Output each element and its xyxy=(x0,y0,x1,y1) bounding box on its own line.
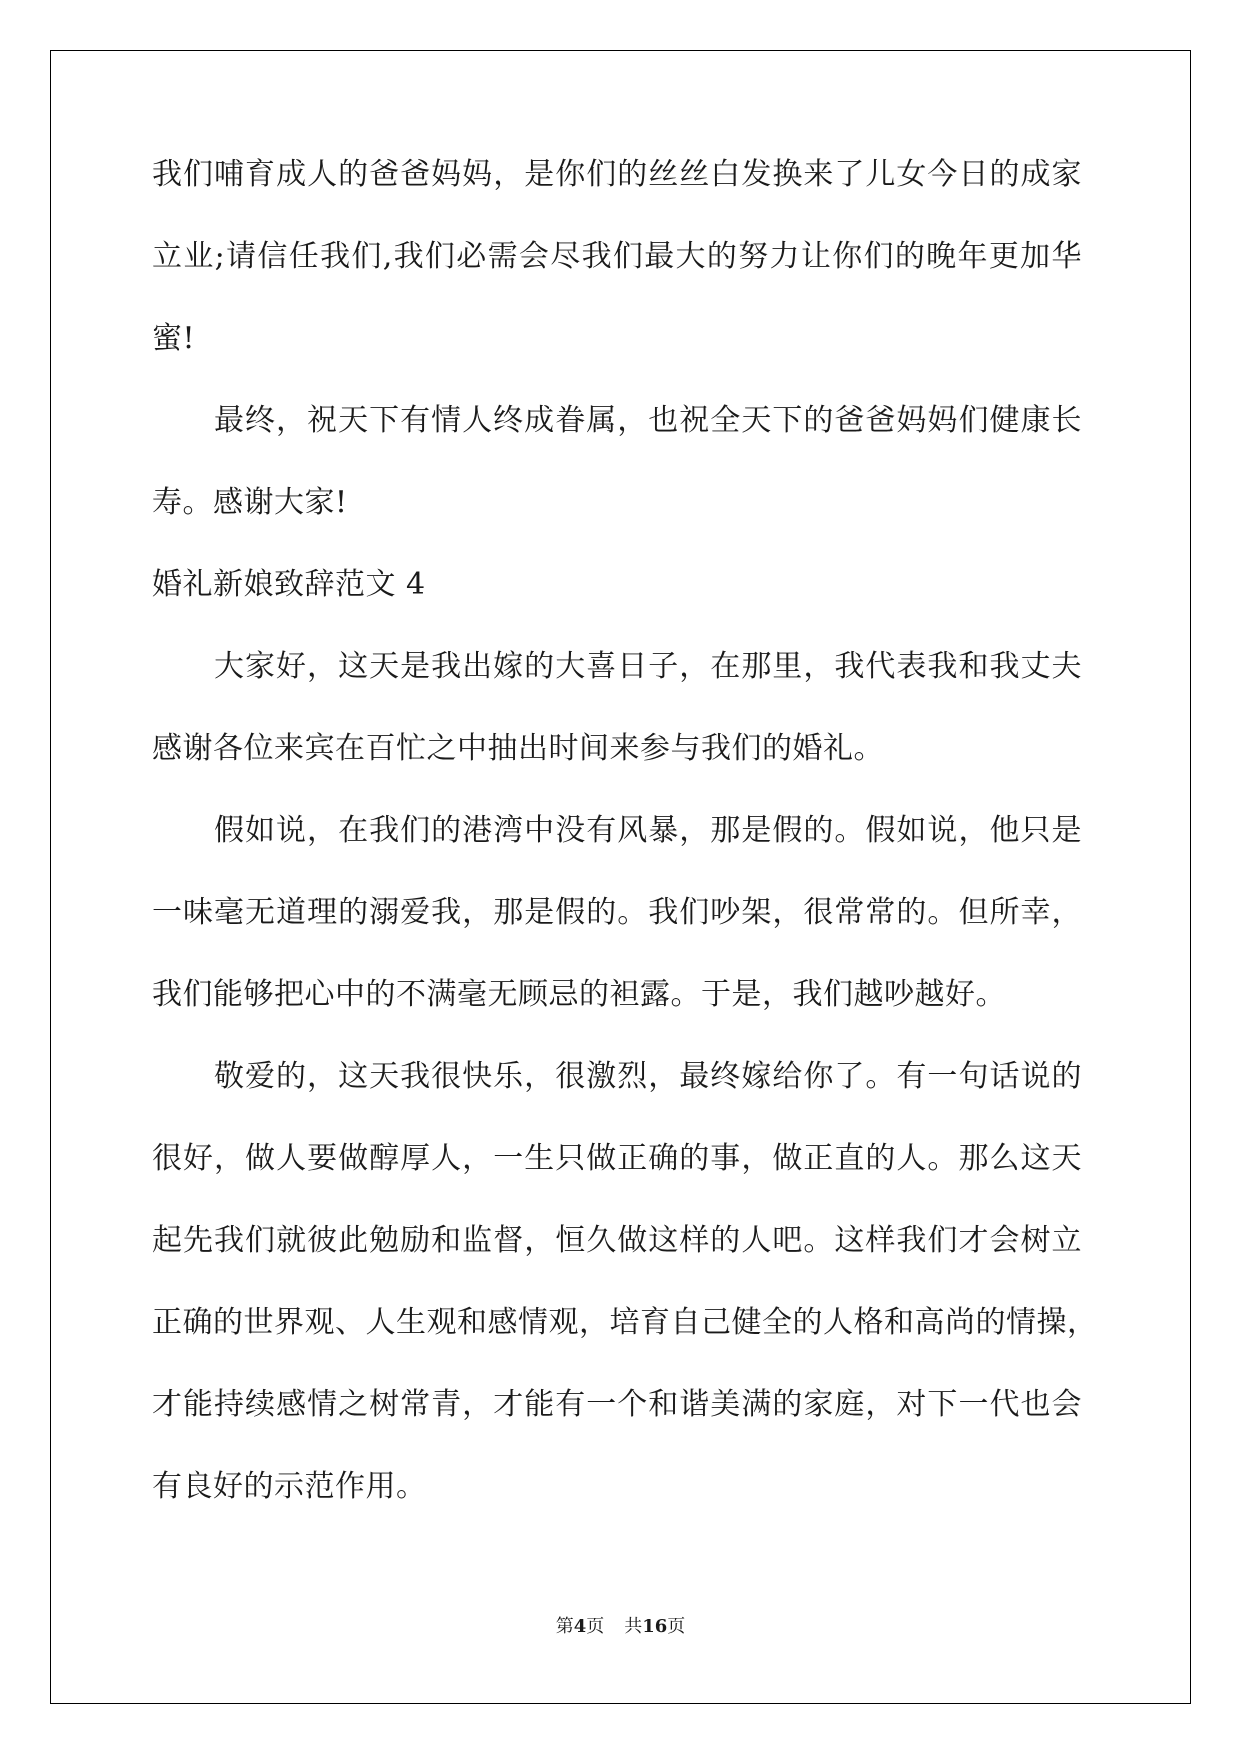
text-line: 我们哺育成人的爸爸妈妈，是你们的丝丝白发换来了儿女今日的成家 xyxy=(152,157,1082,192)
text-line: 寿。感谢大家! xyxy=(152,485,348,520)
section-heading: 婚礼新娘致辞范文 4 xyxy=(152,567,426,602)
text-line: 才能持续感情之树常青，才能有一个和谐美满的家庭，对下一代也会 xyxy=(152,1387,1082,1422)
footer-total-prefix: 共 xyxy=(624,1616,643,1637)
page-footer xyxy=(0,1617,1241,1637)
footer-total-suffix: 页 xyxy=(667,1616,686,1637)
text-line: 有良好的示范作用。 xyxy=(152,1469,427,1504)
text-line: 感谢各位来宾在百忙之中抽出时间来参与我们的婚礼。 xyxy=(152,731,884,766)
paragraph-first-line: 大家好，这天是我出嫁的大喜日子，在那里，我代表我和我丈夫 xyxy=(214,649,1082,684)
text-line: 立业;请信任我们,我们必需会尽我们最大的努力让你们的晚年更加华 xyxy=(152,239,1082,274)
text-line: 我们能够把心中的不满毫无顾忌的袒露。于是，我们越吵越好。 xyxy=(152,977,1006,1012)
paragraph-first-line: 最终，祝天下有情人终成眷属，也祝全天下的爸爸妈妈们健康长 xyxy=(214,403,1082,438)
page-number: 4 xyxy=(573,1616,587,1637)
document-body xyxy=(152,157,1098,1504)
total-pages: 16 xyxy=(642,1616,668,1637)
text-line: 正确的世界观、人生观和感情观，培育自己健全的人格和高尚的情操， xyxy=(152,1305,1098,1340)
text-line: 起先我们就彼此勉励和监督，恒久做这样的人吧。这样我们才会树立 xyxy=(152,1223,1082,1258)
text-line: 蜜! xyxy=(152,321,196,356)
paragraph-first-line: 假如说，在我们的港湾中没有风暴，那是假的。假如说，他只是 xyxy=(214,813,1082,848)
paragraph-first-line: 敬爱的，这天我很快乐，很激烈，最终嫁给你了。有一句话说的 xyxy=(214,1059,1082,1094)
text-line: 一味毫无道理的溺爱我，那是假的。我们吵架，很常常的。但所幸， xyxy=(152,895,1082,930)
text-line: 很好，做人要做醇厚人，一生只做正确的事，做正直的人。那么这天 xyxy=(152,1141,1082,1176)
footer-page-suffix: 页 xyxy=(586,1616,605,1637)
footer-prefix: 第 xyxy=(555,1616,574,1637)
